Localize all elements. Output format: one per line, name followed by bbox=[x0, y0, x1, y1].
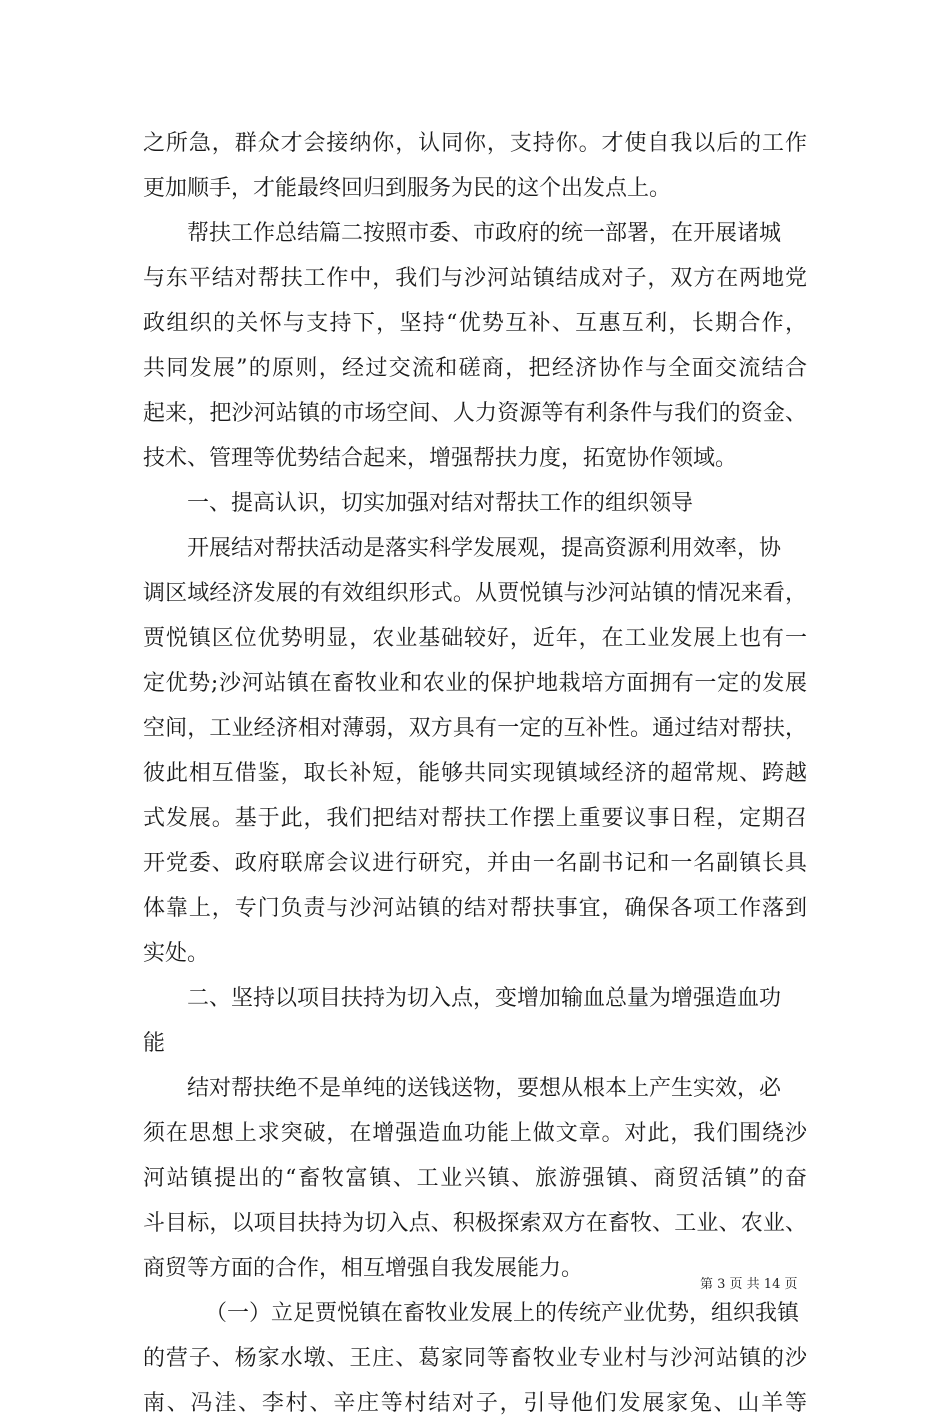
text-line: 调区域经济发展的有效组织形式。从贾悦镇与沙河站镇的情况来看， bbox=[143, 581, 807, 606]
section-heading: 一、提高认识，切实加强对结对帮扶工作的组织领导 bbox=[187, 491, 694, 516]
text-line: 定优势;沙河站镇在畜牧业和农业的保护地栽培方面拥有一定的发展 bbox=[143, 671, 807, 696]
text-line: 实处。 bbox=[143, 941, 210, 966]
text-line: （一）立足贾悦镇在畜牧业发展上的传统产业优势，组织我镇 bbox=[205, 1301, 800, 1326]
text-line: 更加顺手，才能最终回归到服务为民的这个出发点上。 bbox=[143, 176, 672, 201]
text-line: 开展结对帮扶活动是落实科学发展观，提高资源利用效率，协 bbox=[187, 536, 782, 561]
text-line: 体靠上，专门负责与沙河站镇的结对帮扶事宜，确保各项工作落到 bbox=[143, 896, 807, 921]
text-line: 结对帮扶绝不是单纯的送钱送物，要想从根本上产生实效，必 bbox=[187, 1076, 782, 1101]
text-line: 商贸等方面的合作，相互增强自我发展能力。 bbox=[143, 1256, 584, 1281]
text-line: 起来，把沙河站镇的市场空间、人力资源等有利条件与我们的资金、 bbox=[143, 401, 807, 426]
page-number: 第 3 页 共 14 页 bbox=[700, 1277, 798, 1292]
text-line: 共同发展”的原则，经过交流和磋商，把经济协作与全面交流结合 bbox=[143, 356, 807, 381]
text-line: 的营子、杨家水墩、王庄、葛家同等畜牧业专业村与沙河站镇的沙 bbox=[143, 1346, 807, 1371]
text-line: 贾悦镇区位优势明显，农业基础较好，近年，在工业发展上也有一 bbox=[143, 626, 807, 651]
text-line: 空间，工业经济相对薄弱，双方具有一定的互补性。通过结对帮扶， bbox=[143, 716, 807, 741]
text-line: 南、冯洼、李村、辛庄等村结对子，引导他们发展家兔、山羊等 bbox=[143, 1391, 807, 1416]
text-line: 帮扶工作总结篇二按照市委、市政府的统一部署，在开展诸城 bbox=[187, 221, 782, 246]
text-line: 技术、管理等优势结合起来，增强帮扶力度，拓宽协作领域。 bbox=[143, 446, 738, 471]
text-line: 须在思想上求突破，在增强造血功能上做文章。对此，我们围绕沙 bbox=[143, 1121, 807, 1146]
section-heading: 二、坚持以项目扶持为切入点，变增加输血总量为增强造血功 bbox=[187, 986, 782, 1011]
text-line: 河站镇提出的“畜牧富镇、工业兴镇、旅游强镇、商贸活镇”的奋 bbox=[143, 1166, 807, 1191]
body-text bbox=[143, 121, 843, 1426]
text-line: 与东平结对帮扶工作中，我们与沙河站镇结成对子，双方在两地党 bbox=[143, 266, 807, 291]
text-line: 之所急，群众才会接纳你，认同你，支持你。才使自我以后的工作 bbox=[143, 131, 807, 156]
text-line: 政组织的关怀与支持下，坚持“优势互补、互惠互利，长期合作， bbox=[143, 311, 807, 336]
text-line: 开党委、政府联席会议进行研究，并由一名副书记和一名副镇长具 bbox=[143, 851, 807, 876]
section-heading-continued: 能 bbox=[143, 1031, 166, 1056]
text-line: 斗目标，以项目扶持为切入点、积极探索双方在畜牧、工业、农业、 bbox=[143, 1211, 807, 1236]
text-line: 式发展。基于此，我们把结对帮扶工作摆上重要议事日程，定期召 bbox=[143, 806, 807, 831]
text-line: 彼此相互借鉴，取长补短，能够共同实现镇域经济的超常规、跨越 bbox=[143, 761, 807, 786]
